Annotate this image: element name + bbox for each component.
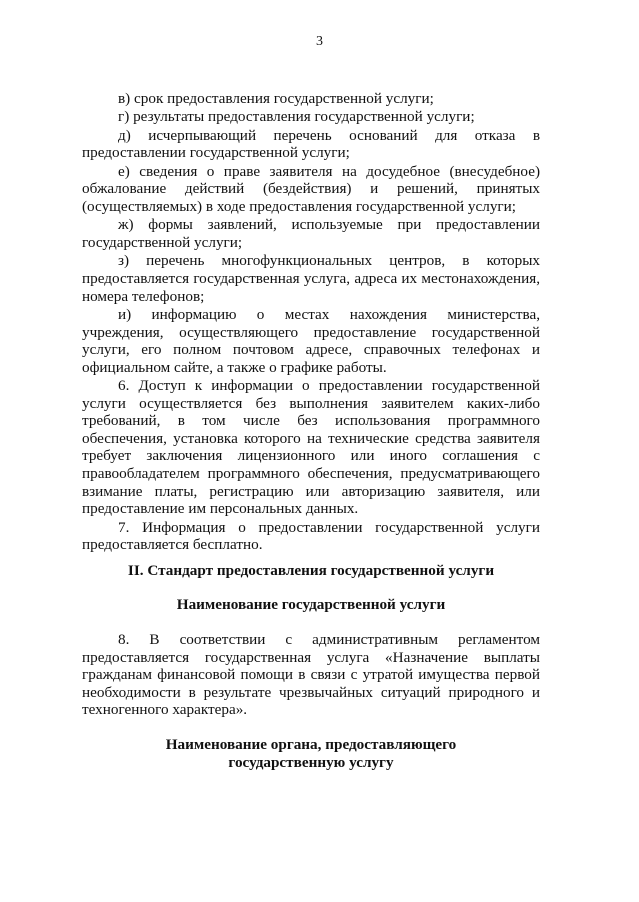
paragraph-7: 7. Информация о предоставлении государственной услуги предоставляется бесплатно.	[82, 518, 540, 554]
item-z: з) перечень многофункциональных центров, в которых предоставляется государственная услуга, адреса их местонахождения, номера телефонов;	[82, 252, 540, 305]
paragraph-6: 6. Доступ к информации о предоставлении государственной услуги осуществляется без выполнения заявителем каких-либо требований, в том числе без использования программного обеспечения, установка которого на технические средства заявителя требует заключения лицензионного или иного соглашения с правообладателем программного обеспечения, предусматривающего взимание платы, регистрацию или авторизацию заявителя, или предоставление им персональных данных.	[82, 377, 540, 518]
subheading-organ-line1: Наименование органа, предоставляющего	[165, 736, 457, 753]
subheading-service-name: Наименование государственной услуги	[176, 596, 446, 613]
item-d: д) исчерпывающий перечень оснований для отказа в предоставлении государственной услуги;	[82, 126, 540, 162]
paragraph-8: 8. В соответствии с административным регламентом предоставляется государственная услуга «Назначение выплаты гражданам финансовой помощи в связи с утратой имущества первой необходимости в результате чрезвычайных ситуаций природного и техногенного характера».	[82, 631, 540, 719]
list-section	[82, 90, 540, 555]
item-e: е) сведения о праве заявителя на досудебное (внесудебное) обжалование действий (бездействия) и решений, принятых (осуществляемых) в ходе предоставления государственной услуги;	[82, 162, 540, 215]
section-heading: II. Стандарт предоставления государственной услуги	[127, 562, 495, 579]
subheading-organ-line2: государственную услугу	[228, 754, 394, 771]
item-i: и) информацию о местах нахождения министерства, учреждения, осуществляющего предоставление государственной услуги, его полном почтовом адресе, справочных телефонах и официальном сайте, а также о графике работы.	[82, 305, 540, 376]
paragraph-8-block	[82, 631, 540, 720]
item-g: г) результаты предоставления государственной услуги;	[118, 108, 475, 126]
item-zh: ж) формы заявлений, используемые при предоставлении государственной услуги;	[82, 216, 540, 251]
page-number: 3	[316, 34, 323, 49]
item-v: в) срок предоставления государственной услуги;	[118, 90, 434, 107]
